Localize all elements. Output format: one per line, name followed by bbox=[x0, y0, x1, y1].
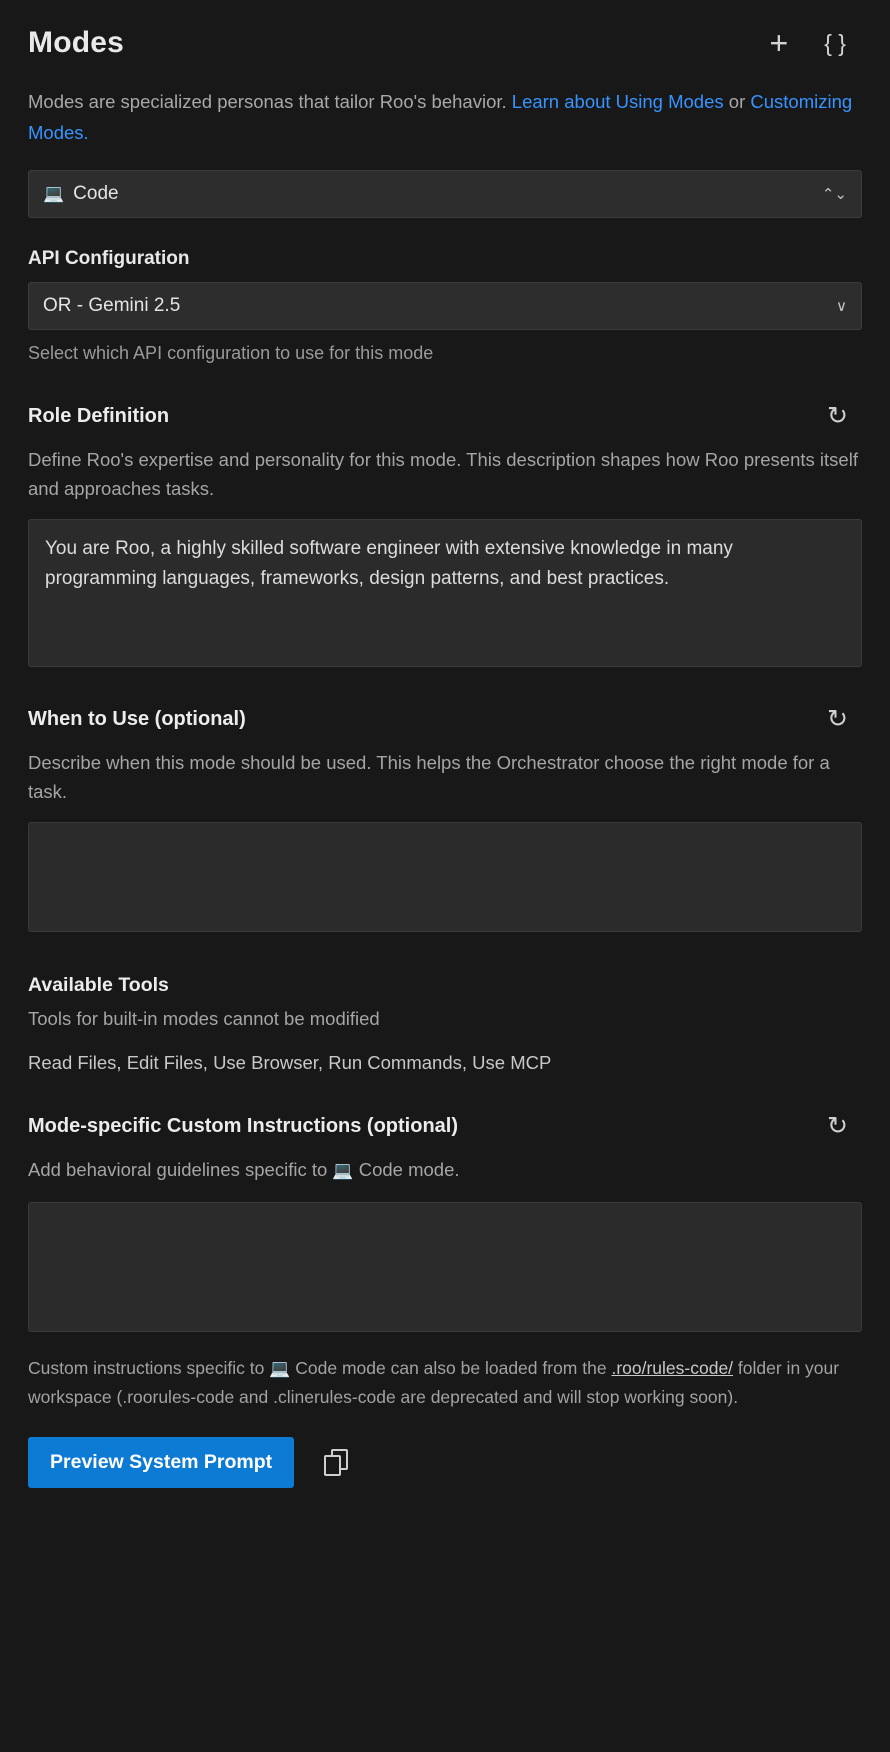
copy-icon[interactable] bbox=[324, 1449, 350, 1477]
intro-text bbox=[28, 86, 862, 148]
api-config-label: API Configuration bbox=[28, 248, 190, 269]
custom-instructions-input[interactable] bbox=[28, 1202, 862, 1332]
footnote-part3: folder in your workspace (.roorules-code and .clinerules-code are deprecated and will stop working soon). bbox=[28, 1358, 840, 1407]
edit-json-icon[interactable]: { } bbox=[824, 29, 846, 56]
role-definition-header bbox=[28, 404, 862, 429]
chevron-down-icon: ∨ bbox=[836, 298, 847, 315]
custom-instructions-title: Mode-specific Custom Instructions (optional) bbox=[28, 1115, 459, 1137]
reset-when-to-use-icon[interactable]: ↺ bbox=[827, 705, 848, 733]
custom-instructions-description-after: Code mode. bbox=[358, 1159, 460, 1180]
laptop-icon: 💻 bbox=[43, 184, 65, 204]
role-definition-title: Role Definition bbox=[28, 405, 170, 427]
customizing-modes-link[interactable]: Customizing Modes. bbox=[28, 91, 853, 143]
available-tools-subtitle: Tools for built-in modes cannot be modified bbox=[28, 1008, 380, 1029]
page-title: Modes bbox=[28, 26, 125, 59]
panel-footer bbox=[28, 1437, 862, 1488]
custom-instructions-footnote bbox=[28, 1354, 862, 1411]
role-definition-description: Define Roo's expertise and personality for this mode. This description shapes how Roo presents itself and approaches tasks. bbox=[28, 449, 858, 499]
when-to-use-description: Describe when this mode should be used. This helps the Orchestrator choose the right mode for a task. bbox=[28, 752, 830, 802]
header-actions bbox=[770, 27, 860, 59]
reset-custom-instructions-icon[interactable]: ↺ bbox=[827, 1112, 848, 1140]
footnote-part2: Code mode can also be loaded from the bbox=[295, 1358, 607, 1378]
role-definition-input[interactable]: You are Roo, a highly skilled software engineer with extensive knowledge in many programming languages, frameworks, design patterns, and best practices. bbox=[28, 519, 862, 667]
preview-system-prompt-button[interactable]: Preview System Prompt bbox=[28, 1437, 294, 1488]
add-mode-icon[interactable]: + bbox=[769, 25, 789, 61]
laptop-icon: 💻 bbox=[332, 1161, 354, 1181]
intro-text-before: Modes are specialized personas that tailor Roo's behavior. bbox=[28, 91, 507, 112]
available-tools-list: Read Files, Edit Files, Use Browser, Run Commands, Use MCP bbox=[28, 1052, 552, 1073]
laptop-icon: 💻 bbox=[269, 1359, 291, 1379]
learn-using-modes-link[interactable]: Learn about Using Modes bbox=[511, 91, 724, 112]
reset-role-definition-icon[interactable]: ↺ bbox=[827, 402, 848, 430]
mode-select-value: Code bbox=[73, 183, 119, 204]
custom-instructions-header bbox=[28, 1114, 862, 1139]
custom-instructions-description bbox=[28, 1155, 862, 1186]
footnote-part1: Custom instructions specific to bbox=[28, 1358, 265, 1378]
mode-select[interactable] bbox=[28, 170, 862, 218]
updown-chevron-icon: ⌃⌄ bbox=[821, 186, 847, 203]
custom-instructions-description-before: Add behavioral guidelines specific to bbox=[28, 1159, 328, 1180]
available-tools-title: Available Tools bbox=[28, 974, 169, 996]
intro-or: or bbox=[728, 91, 746, 112]
when-to-use-title: When to Use (optional) bbox=[28, 708, 246, 730]
when-to-use-header bbox=[28, 707, 862, 732]
api-config-value: OR - Gemini 2.5 bbox=[43, 295, 181, 316]
when-to-use-input[interactable] bbox=[28, 822, 862, 932]
api-config-helper: Select which API configuration to use for this mode bbox=[28, 343, 434, 363]
rules-folder-link[interactable]: .roo/rules-code/ bbox=[611, 1358, 734, 1378]
panel-header bbox=[28, 0, 862, 60]
api-config-select[interactable] bbox=[28, 282, 862, 330]
